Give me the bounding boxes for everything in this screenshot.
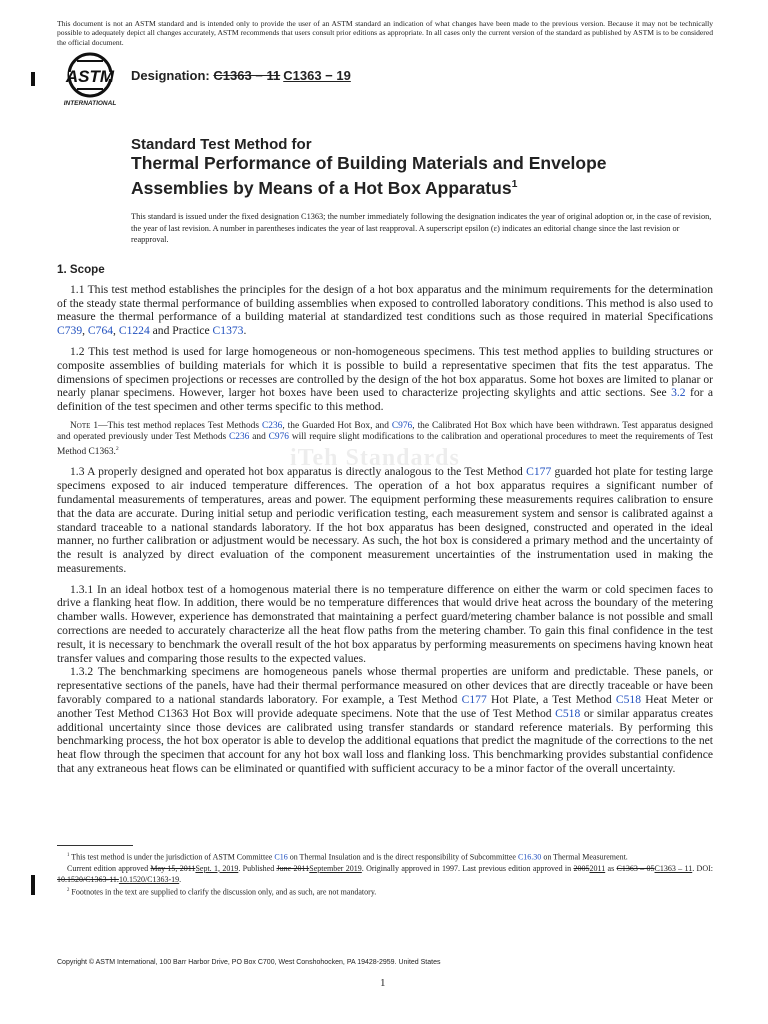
page-number: 1 (380, 977, 386, 989)
footnotes (57, 850, 713, 897)
ref-link-subcommittee-c16-30[interactable]: C16.30 (517, 852, 542, 862)
logo-wordmark: INTERNATIONAL (63, 100, 117, 107)
astm-logo (57, 51, 123, 111)
change-bar-designation (31, 72, 35, 86)
designation-note: This standard is issued under the fixed designation C1363; the number immediately following the designation indicates the year of original adoption or, in the case of revision, the year of last revision. A number in parentheses indicates the year of last reapproval. A superscript epsilon (ε) indicates an editorial change since the last revision or reapproval. (131, 212, 712, 245)
ref-link-c177[interactable]: C177 (526, 465, 552, 479)
document-body (57, 263, 713, 776)
title-line-1: Standard Test Method for (131, 136, 312, 153)
ref-link-c976-2[interactable]: C976 (268, 432, 289, 443)
section-heading-scope: 1. Scope (57, 263, 105, 276)
footnote-divider (57, 845, 133, 846)
note-label: Note 1 (70, 420, 99, 431)
footnote-1: $^1$ This test method is under the jurisdiction of ASTM Committee C16 on Thermal Insulation and is the direct responsibility of Subcommittee C16.30 on Thermal Measurement. (67, 852, 628, 862)
paragraph-1-1: 1.1 This test method establishes the principles for the design of a hot box apparatus and the minimum requirements for the determination of the steady state thermal performance of building assemblies when exposed to controlled laboratory conditions. This method is also used to measure the thermal performance of a building material at standardized test conditions such as those required in material Specifications C739, C764, C1224 and Practice C1373. (57, 282, 713, 338)
ref-link-section-3-2[interactable]: 3.2 (671, 386, 686, 400)
ref-link-c518[interactable]: C518 (615, 693, 642, 707)
watermark: iTeh Standards (290, 445, 460, 471)
title-line-3: Assemblies by Means of a Hot Box Apparatus$^1$ (131, 177, 518, 198)
ref-link-c177-2[interactable]: C177 (461, 693, 487, 707)
title-footnote-mark: 1 (511, 178, 518, 190)
ref-link-c1224[interactable]: C1224 (118, 324, 150, 338)
ref-link-c518-2[interactable]: C518 (555, 706, 581, 720)
document-title (131, 136, 691, 199)
ref-link-c976[interactable]: C976 (391, 420, 413, 431)
copyright-notice: Copyright © ASTM International, 100 Barr Harbor Drive, PO Box C700, West Conshohocken, PA 19428-2959. United States (57, 959, 441, 966)
designation (131, 68, 351, 83)
footnote-2: $^2$ Footnotes in the text are supplied to clarify the discussion only, and as such, are not mandatory. (67, 887, 377, 897)
ref-link-c739[interactable]: C739 (57, 324, 83, 338)
designation-label: Designation: (131, 68, 210, 83)
designation-old: C1363 − 11 (213, 68, 281, 83)
ref-link-c764[interactable]: C764 (87, 324, 114, 338)
ref-link-c236-2[interactable]: C236 (229, 432, 250, 443)
footnote-1-edition: Current edition approved May 15, 2011Sept. 1, 2019. Published June 2011September 2019. Originally approved in 1997. Last previous edition approved in 20052011 as C1363 – 05C1363 – 11. DOI: 10.1520/C1363-11.10.1520/C1363-19. (57, 863, 713, 884)
note-footnote-mark: 2 (115, 445, 119, 452)
ref-link-c236[interactable]: C236 (262, 420, 283, 431)
change-disclaimer: This document is not an ASTM standard and is intended only to provide the user of an ASTM standard an indication of what changes have been made to the previous version. Because it may not be technically possible to adequately depict all changes accurately, ASTM recommends that users consult prior editions as appropriate. In all cases only the current version of the standard as published by ASTM is to be considered the official document. (57, 19, 713, 47)
ref-link-committee-c16[interactable]: C16 (274, 852, 288, 862)
change-bar-footnote (31, 875, 35, 895)
svg-text:ASTM: ASTM (65, 67, 115, 86)
designation-new: C1363 − 19 (283, 68, 351, 83)
paragraph-1-3-2: 1.3.2 The benchmarking specimens are homogeneous panels whose thermal properties are uniform and predictable. These panels, or representative sections of the panels, have had their thermal performance measured on other devices that are directly traceable or have been favorably compared to a national standards laboratory. For example, a Test Method C177 Hot Plate, a Test Method C518 Heat Meter or another Test Method C1363 Hot Box will provide adequate specimens. Note that the use of Test Method C518 or similar apparatus creates additional uncertainty since those devices are calibrated using transfer standards or standard reference materials. By performing this benchmarking process, the hot box operator is able to develop the additional equations that predict the magnitude of the corrections to the net heat flow through the specimen that account for any hot box wall loss and flanking loss. This benchmarking provides substantial confidence that any extraneous heat flows can be eliminated or quantified with sufficient accuracy to be a minor factor of the overall uncertainty. (57, 665, 713, 776)
paragraph-1-3: 1.3 A properly designed and operated hot box apparatus is directly analogous to the Test Method C177 guarded hot plate for testing large specimens exposed to air induced temperature differences. The operation of a hot box apparatus requires a significant number of fundamental measurements of temperatures, areas and power. The equipment performing these measurements requires calibration to ensure that the data are accurate. During initial setup and periodic verification testing, each measurement system and sensor is calibrated against a standard traceable to a national standards laboratory. If the hot box apparatus has been designed, constructed and operated in the ideal manner, no further calibration or adjustment would be necessary. As such, the hot box is considered a primary method and the uncertainty of the result is analyzed by direct evaluation of the component measurement uncertainties of the instrumentation used in making the measurements. (57, 465, 713, 575)
ref-link-c1373[interactable]: C1373 (212, 324, 244, 338)
paragraph-1-3-1: 1.3.1 In an ideal hotbox test of a homogenous material there is no temperature difference on either the warm or cold specimen faces to drive a flanking heat flow. In addition, there would be no temperature differences that would drive heat across the boundary of the metering chamber walls. However, experience has demonstrated that maintaining a perfect guard/metering chamber balance is not possible and small corrections are needed to accurately characterize all the heat flow paths from the metering chamber. To gain this final confidence in the test result, it is necessary to benchmark the overall result of the hot box apparatus by performing measurements on specimens having known heat transfer values and comparing those results to the expected values. (57, 582, 713, 665)
note-1: Note 1—This test method replaces Test Methods C236, the Guarded Hot Box, and C976, the Calibrated Hot Box which have been withdrawn. Test apparatus designed and operated previously under Test Methods C236 and C976 will require slight modifications to the calibration and operational procedures to meet the requirements of Test Method C1363.$^2$ (57, 420, 713, 457)
paragraph-1-2: 1.2 This test method is used for large homogeneous or non-homogeneous specimens. This test method applies to building structures or composite assemblies of building materials for which it is possible to build a representative specimen that fits the test apparatus. The dimensions of specimen projections or recesses are controlled by the design of the hot box apparatus. Some hot boxes are limited to planar or nearly planar specimens. However, larger hot boxes have been used to characterize projecting skylights and attic sections. See 3.2 for a definition of the test specimen and other terms specific to this method. (57, 344, 713, 414)
title-line-2: Thermal Performance of Building Materials and Envelope (131, 153, 607, 173)
